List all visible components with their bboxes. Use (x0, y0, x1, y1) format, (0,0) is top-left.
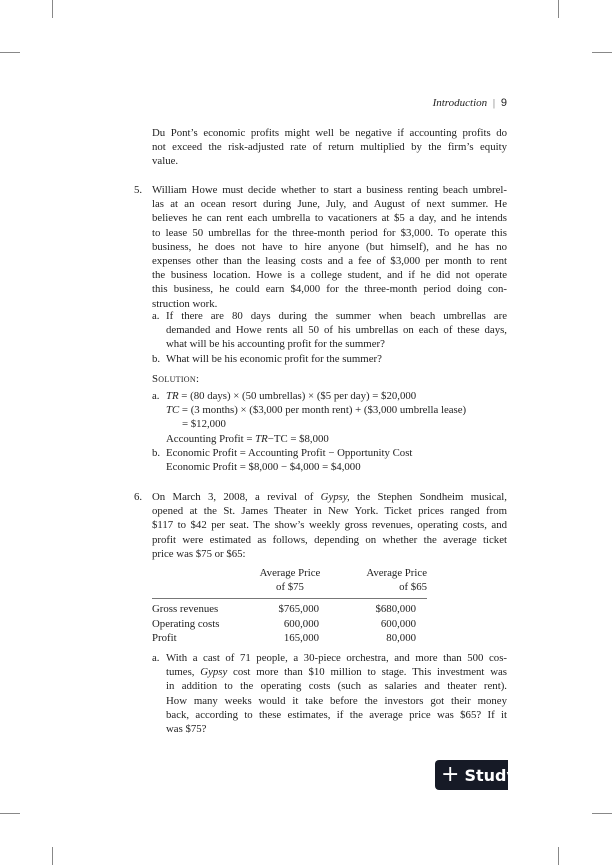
table-cell: 80,000 (386, 631, 416, 644)
study-button[interactable] (435, 760, 517, 790)
text-line: back, according to these estimates, if the average price was $65? If it (166, 708, 507, 721)
item-number: a. (152, 390, 160, 402)
problem-6 (152, 490, 507, 561)
crop-mark (592, 52, 612, 53)
crop-mark (52, 847, 53, 865)
item-number: a. (152, 310, 160, 322)
text-line (166, 665, 507, 679)
text-line: = $12,000 (182, 418, 226, 431)
text-segment: −TC = $8,000 (267, 432, 329, 445)
text-line: to lease 50 umbrellas for the three-month period for $3,000. To operate this (152, 226, 507, 239)
table-row (152, 631, 427, 645)
text-segment: = (3 months) × ($3,000 per month rent) + ($3,000 umbrella lease) (179, 404, 467, 417)
item-number: a. (152, 652, 160, 664)
table-header: Average Price of $65 (325, 566, 427, 599)
section-title: Introduction (432, 97, 488, 109)
problem-5a (166, 309, 507, 352)
solution-b (166, 446, 507, 474)
table-cell: Profit (152, 631, 177, 644)
text-line: Economic Profit = $8,000 − $4,000 = $4,000 (166, 461, 361, 474)
crop-mark (52, 0, 53, 18)
italic-text: Gypsy (200, 666, 228, 679)
text-line: the business location. Howe is a college student, and if he did not operate (152, 269, 507, 282)
text-line (166, 403, 507, 417)
text-line: Du Pont’s economic profits might well be negative if accounting profits do (152, 127, 507, 139)
text-segment: = (80 days) × (50 umbrellas) × ($5 per day) = $20,000 (178, 390, 417, 402)
table-cell: $680,000 (375, 603, 416, 616)
text-line: in addition to the operating costs (such as salaries and theater rent). (166, 680, 507, 693)
separator: | (492, 97, 496, 109)
text-line: How many weeks would it take before the investors got their money (166, 694, 507, 707)
text-line: believes he can rent each umbrella to vacationers at $5 a day, and he intends (152, 212, 507, 225)
italic-text: TC (166, 404, 180, 417)
table-header-blank (152, 566, 255, 599)
table-cell: Gross revenues (152, 603, 219, 616)
problem-5b (166, 352, 507, 366)
text-line: Economic Profit = Accounting Profit − Opportunity Cost (166, 447, 413, 459)
text-line: business, he does not have to hire anyone (but himself), and he has no (152, 240, 507, 253)
text-line: value. (152, 155, 179, 168)
italic-text: TR (166, 390, 179, 402)
text-line: expenses other than the leasing costs and a fee of $3,000 per month to rent (152, 254, 507, 267)
problem-6a (166, 651, 507, 736)
text-segment: Accounting Profit = (166, 432, 256, 445)
item-number: 5. (134, 184, 143, 196)
text-segment: tumes, (166, 666, 201, 679)
text-segment: the Stephen Sondheim musical, (349, 491, 508, 503)
text-segment: cost more than $10 million to stage. This investment was (227, 666, 507, 679)
text-line (166, 389, 507, 403)
solution-label (152, 372, 507, 386)
text-line: price was $75 or $65: (152, 547, 246, 560)
table-cell: 600,000 (283, 617, 319, 630)
text-line: was $75? (166, 722, 207, 735)
text-line (166, 432, 507, 446)
text-line: What will be his economic profit for the summer? (166, 353, 382, 365)
text-line: this business, he could earn $4,000 for the three-month period doing con- (152, 283, 507, 296)
text-line: $117 to $42 per seat. The show’s weekly gross revenues, operating costs, and (152, 519, 507, 532)
text-line: not exceed the risk-adjusted rate of return multiplied by the firm’s equity (152, 141, 507, 154)
study-label: Study (464, 765, 517, 785)
text-line (152, 490, 507, 504)
text-line: With a cast of 71 people, a 30-piece orchestra, and more than 500 cos- (166, 652, 507, 664)
text-line: demanded and Howe rents all 50 of his umbrellas on each of these days, (166, 324, 507, 337)
running-header (433, 97, 507, 109)
text-line: las at an ocean resort during June, July, and August of next summer. He (152, 198, 507, 211)
item-number: 6. (134, 491, 143, 503)
table-cell: $765,000 (278, 603, 319, 616)
plus-icon: + (441, 762, 460, 787)
page-number: 9 (500, 97, 507, 109)
table-row (152, 599, 427, 617)
table-cell: Operating costs (152, 617, 220, 630)
text-line: what will be his accounting profit for the summer? (166, 338, 385, 351)
text-line: If there are 80 days during the summer when beach umbrellas are (166, 310, 507, 322)
item-number: b. (152, 447, 161, 459)
text-line: Solution: (152, 373, 200, 385)
problem-5 (152, 183, 507, 311)
italic-text: Gypsy, (320, 491, 350, 503)
table-header: Average Price of $75 (255, 566, 325, 599)
italic-text: TR (255, 432, 268, 445)
crop-mark (558, 847, 559, 865)
crop-mark (558, 0, 559, 18)
table-cell: 165,000 (283, 631, 319, 644)
crop-mark (0, 52, 20, 53)
text-line: opened at the St. James Theater in New York. Ticket prices ranged from (152, 505, 507, 518)
text-line: William Howe must decide whether to start a business renting beach umbrel- (152, 184, 507, 196)
gypsy-table (152, 566, 427, 645)
crop-mark (592, 813, 612, 814)
intro-paragraph (152, 126, 507, 169)
text-line: struction work. (152, 297, 218, 310)
text-line: profit were estimated as follows, depending on whether the average ticket (152, 533, 507, 546)
table-cell: 600,000 (380, 617, 416, 630)
item-number: b. (152, 353, 161, 365)
crop-mark (0, 813, 20, 814)
table-row (152, 617, 427, 631)
text-segment: On March 3, 2008, a revival of (152, 491, 321, 503)
solution-a (166, 389, 507, 446)
